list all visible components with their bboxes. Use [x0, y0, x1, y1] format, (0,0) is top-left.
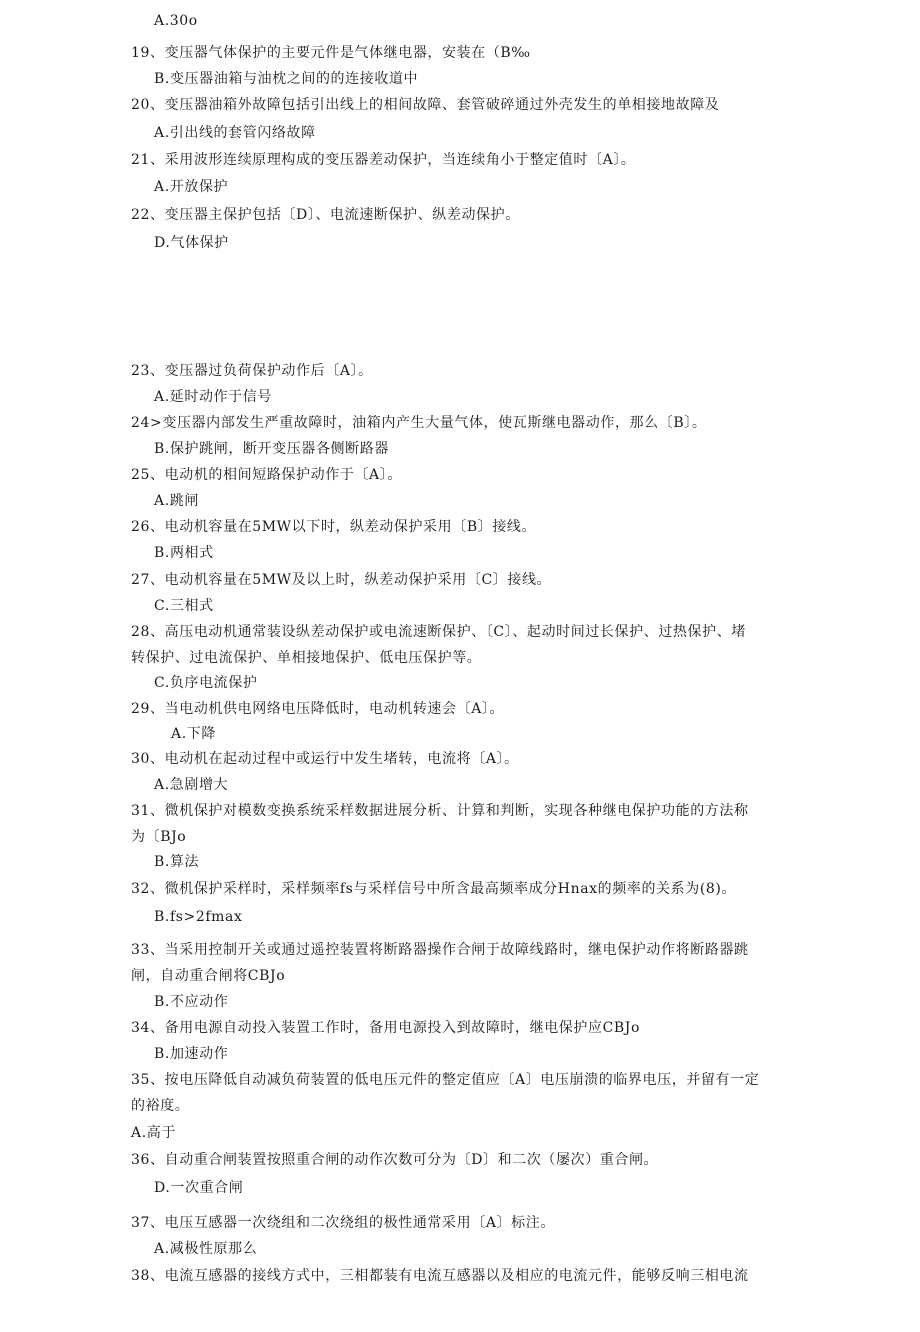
question-line: 30、电动机在起动过程中或运行中发生堵转，电流将〔A〕。 — [131, 751, 519, 767]
answer-line: C.三相式 — [154, 598, 214, 614]
answer-line: B.两相式 — [154, 545, 214, 561]
answer-line: B.加速动作 — [154, 1046, 229, 1062]
question-line: 24>变压器内部发生严重故障时，油箱内产生大量气体，使瓦斯继电器动作，那么〔B〕。 — [131, 415, 707, 431]
question-line: 20、变压器油箱外故障包括引出线上的相间故障、套管破碎通过外壳发生的单相接地故障及 — [131, 97, 720, 113]
answer-line: A.跳闸 — [154, 493, 199, 509]
question-line: 35、按电压降低自动减负荷装置的低电压元件的整定值应〔A〕电压崩溃的临界电压，并留有一定 — [131, 1072, 760, 1088]
answer-line: A.减极性原那么 — [154, 1241, 258, 1257]
question-line-continued: 转保护、过电流保护、单相接地保护、低电压保护等。 — [131, 650, 482, 666]
answer-line: C.负序电流保护 — [154, 675, 258, 691]
answer-line: A.急剧增大 — [154, 777, 229, 793]
question-line: 19、变压器气体保护的主要元件是气体继电器，安装在（B‰ — [131, 45, 531, 61]
question-line: 28、高压电动机通常装设纵差动保护或电流速断保护、〔C〕、起动时间过长保护、过热保护、堵 — [131, 624, 746, 640]
answer-line: B.变压器油箱与油枕之间的的连接收道中 — [154, 71, 419, 87]
question-line: 37、电压互感器一次绕组和二次绕组的极性通常采用〔A〕标注。 — [131, 1215, 555, 1231]
question-line: 27、电动机容量在5MW及以上时，纵差动保护采用〔C〕接线。 — [131, 572, 552, 588]
question-line: 38、电流互感器的接线方式中，三相都装有电流互感器以及相应的电流元件，能够反响三相电流 — [131, 1268, 749, 1284]
question-line: 23、变压器过负荷保护动作后〔A〕。 — [131, 363, 373, 379]
answer-line: A.引出线的套管闪络故障 — [154, 125, 316, 141]
answer-line: D.气体保护 — [154, 235, 229, 251]
answer-line: A.高于 — [131, 1125, 176, 1141]
answer-line: A.下降 — [171, 726, 216, 742]
question-line: 32、微机保护采样时，采样频率fs与采样信号中所含最高频率成分Hnax的频率的关系为(8)。 — [131, 881, 737, 897]
answer-line: B.fs>2fmax — [154, 909, 243, 925]
question-line-continued: 闸，自动重合闸将CBJo — [131, 968, 286, 984]
question-line: 36、自动重合闸装置按照重合闸的动作次数可分为〔D〕和二次（屡次）重合闸。 — [131, 1152, 659, 1168]
question-line: 31、微机保护对模数变换系统采样数据进展分析、计算和判断，实现各种继电保护功能的方法称 — [131, 803, 749, 819]
question-line-continued: 的裕度。 — [131, 1098, 190, 1114]
question-line: 26、电动机容量在5MW以下时，纵差动保护采用〔B〕接线。 — [131, 519, 537, 535]
question-line-continued: 为〔BJo — [131, 829, 187, 845]
answer-line: B.不应动作 — [154, 994, 229, 1010]
answer-line: D.一次重合闸 — [154, 1180, 244, 1196]
answer-line: B.算法 — [154, 854, 200, 870]
question-line: 21、采用波形连续原理构成的变压器差动保护，当连续角小于整定值时〔A〕。 — [131, 152, 636, 168]
question-line: 34、备用电源自动投入装置工作时，备用电源投入到故障时，继电保护应CBJo — [131, 1020, 641, 1036]
answer-line: A.30o — [154, 13, 198, 29]
answer-line: A.开放保护 — [154, 179, 229, 195]
question-line: 25、电动机的相间短路保护动作于〔A〕。 — [131, 467, 402, 483]
question-line: 29、当电动机供电网络电压降低时，电动机转速会〔A〕。 — [131, 701, 505, 717]
answer-line: B.保护跳闸，断开变压器各侧断路器 — [154, 441, 389, 457]
question-line: 22、变压器主保护包括〔D〕、电流速断保护、纵差动保护。 — [131, 207, 520, 223]
question-line: 33、当采用控制开关或通过遥控装置将断路器操作合闸于故障线路时，继电保护动作将断路器跳 — [131, 942, 749, 958]
answer-line: A.延时动作于信号 — [154, 389, 272, 405]
